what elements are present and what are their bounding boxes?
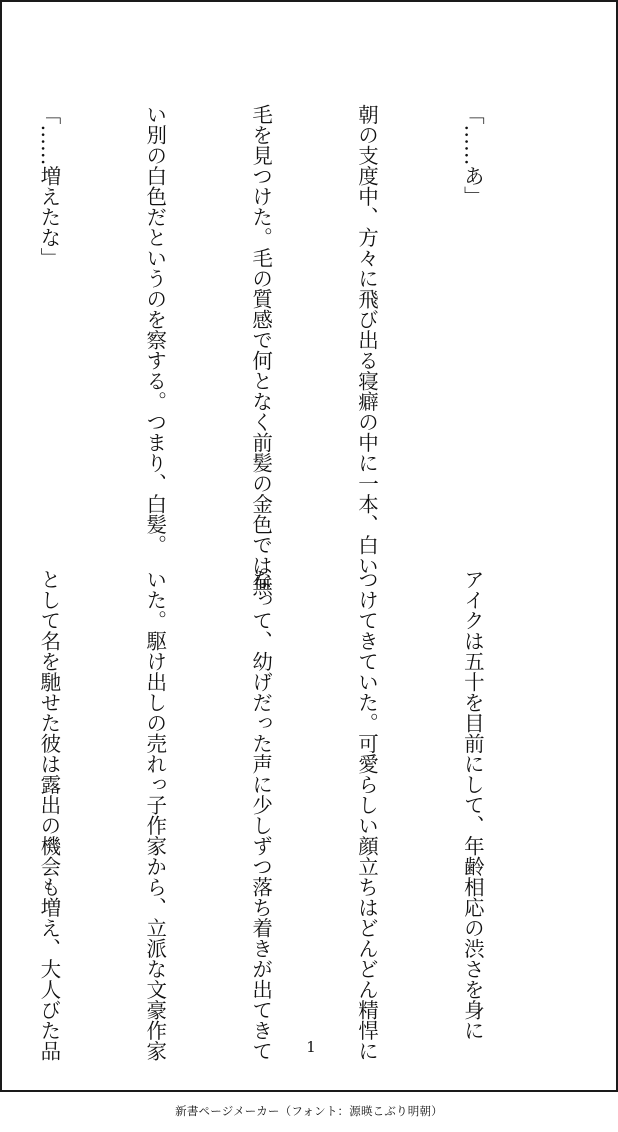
text-line: 「……増えたな」 xyxy=(36,104,61,268)
text-line: い別の白色だというのを察する。つまり、白髪。 xyxy=(142,104,167,555)
text-line: 毛を見つけた。毛の質感で何となく前髪の金色では無 xyxy=(248,104,273,596)
text-line: として名を馳せた彼は露出の機会も増え、大人びた品 xyxy=(36,569,61,1061)
text-line: アイクは五十を目前にして、年齢相応の渋さを身に xyxy=(460,569,485,1041)
text-line: なって、幼げだった声に少しずつ落ち着きが出てきて xyxy=(248,569,273,1061)
text-line: 「……あ」 xyxy=(460,104,485,207)
text-line: つけてきていた。可愛らしい顔立ちはどんどん精悍に xyxy=(354,569,379,1061)
page-number: 1 xyxy=(306,1038,316,1056)
text-block-bottom xyxy=(36,569,560,1061)
text-line: いた。駆け出しの売れっ子作家から、立派な文豪作家 xyxy=(142,569,167,1061)
footer-credit: 新書ページメーカー（フォント：源暎こぶり明朝） xyxy=(175,1104,443,1118)
text-line: 朝の支度中、方々に飛び出る寝癖の中に一本、白い xyxy=(354,104,379,576)
text-block-top xyxy=(36,104,560,596)
